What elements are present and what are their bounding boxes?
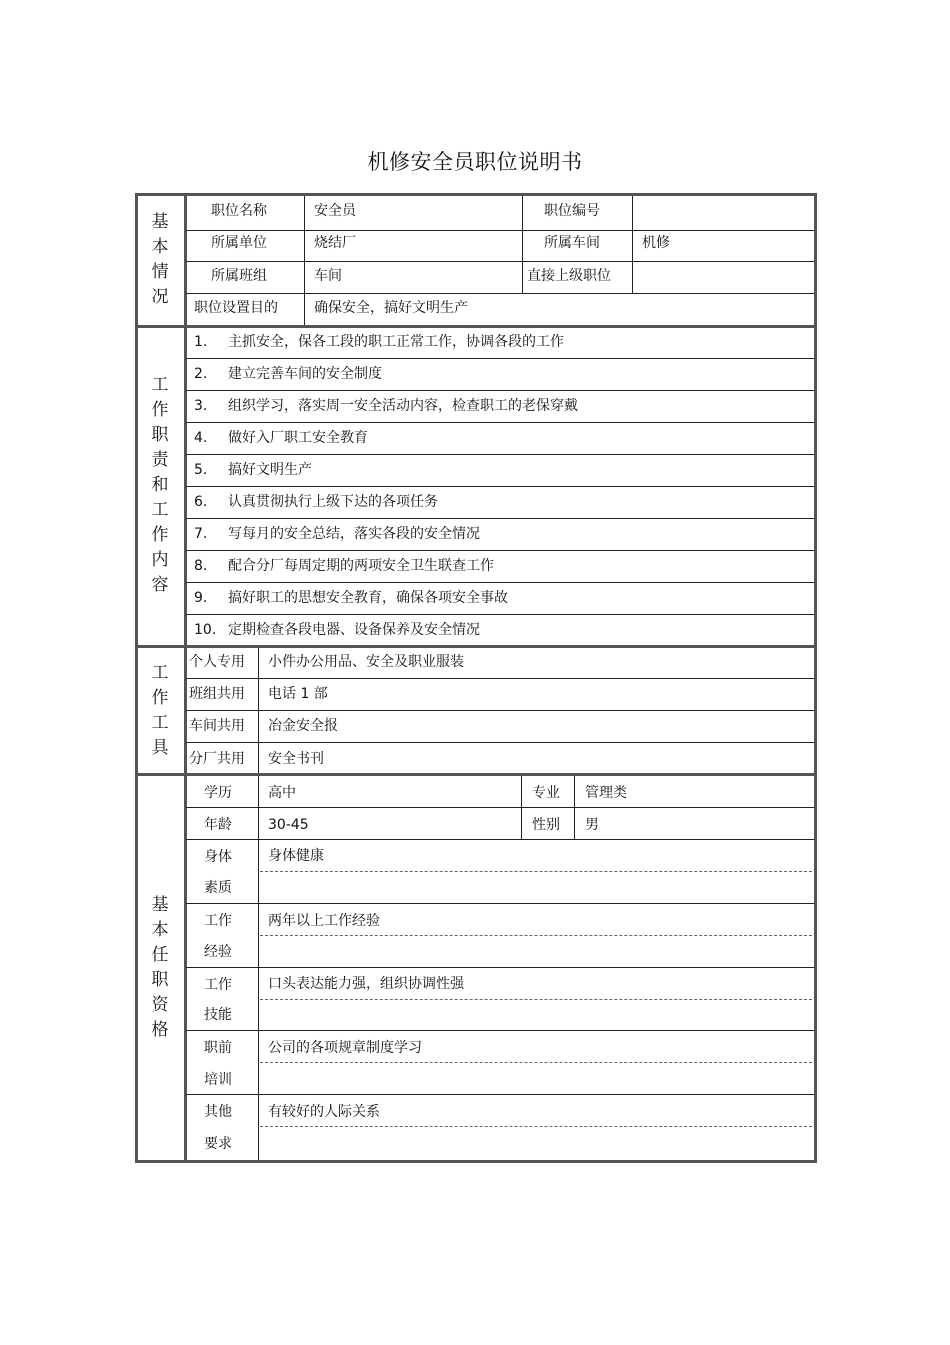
duty-number: 7. bbox=[194, 526, 208, 542]
tool-value: 冶金安全报 bbox=[268, 718, 338, 734]
duty-number: 4. bbox=[194, 430, 208, 446]
row-line bbox=[186, 518, 814, 519]
major-value: 管理类 bbox=[585, 785, 627, 801]
qualification-label-line1: 工作 bbox=[204, 977, 232, 993]
duty-item bbox=[194, 462, 312, 478]
qualification-label-line1: 其他 bbox=[204, 1104, 232, 1120]
duty-text: 搞好文明生产 bbox=[228, 462, 312, 478]
row-line bbox=[186, 293, 814, 294]
purpose-value: 确保安全，搞好文明生产 bbox=[314, 300, 468, 316]
row-line bbox=[186, 614, 814, 615]
dashed-line bbox=[260, 999, 812, 1000]
position-code-label: 职位编号 bbox=[544, 203, 600, 219]
age-label: 年龄 bbox=[204, 817, 232, 833]
duty-item bbox=[194, 366, 382, 382]
duty-item bbox=[194, 398, 578, 414]
row-line bbox=[186, 710, 814, 711]
row-line bbox=[186, 390, 814, 391]
duty-text: 主抓安全，保各工段的职工正常工作，协调各段的工作 bbox=[228, 334, 564, 350]
workshop-label: 所属车间 bbox=[544, 235, 600, 251]
section-label-duties: 工作职责和工作内容 bbox=[151, 375, 169, 595]
section-label-basic: 基本情况 bbox=[151, 212, 169, 307]
tool-label: 个人专用 bbox=[189, 654, 245, 670]
duty-item bbox=[194, 558, 494, 574]
col-line bbox=[304, 196, 305, 325]
team-value: 车间 bbox=[314, 268, 342, 284]
qualification-label-line1: 身体 bbox=[204, 849, 232, 865]
qualification-value: 有较好的人际关系 bbox=[268, 1104, 380, 1120]
qualification-label-line1: 职前 bbox=[204, 1040, 232, 1056]
duty-text: 定期检查各段电器、设备保养及安全情况 bbox=[228, 622, 480, 638]
row-line bbox=[186, 261, 814, 262]
tool-label: 班组共用 bbox=[189, 686, 245, 702]
col-line bbox=[632, 196, 633, 293]
row-line bbox=[186, 1030, 814, 1031]
row-line bbox=[186, 422, 814, 423]
qualification-value: 口头表达能力强，组织协调性强 bbox=[268, 976, 464, 992]
major-label: 专业 bbox=[532, 785, 560, 801]
qualification-label-line1: 工作 bbox=[204, 913, 232, 929]
unit-value: 烧结厂 bbox=[314, 235, 356, 251]
duty-number: 9. bbox=[194, 590, 208, 606]
duty-number: 8. bbox=[194, 558, 208, 574]
duty-item bbox=[194, 526, 480, 542]
row-line bbox=[186, 582, 814, 583]
section-divider bbox=[135, 773, 817, 776]
age-value: 30-45 bbox=[268, 817, 309, 833]
duty-text: 建立完善车间的安全制度 bbox=[228, 366, 382, 382]
duty-text: 认真贯彻执行上级下达的各项任务 bbox=[228, 494, 438, 510]
position-name-value: 安全员 bbox=[314, 203, 356, 219]
col-line bbox=[258, 776, 259, 1160]
qualification-label-line2: 素质 bbox=[204, 880, 232, 896]
row-line bbox=[186, 550, 814, 551]
row-line bbox=[186, 230, 814, 231]
qualification-value: 身体健康 bbox=[268, 848, 324, 864]
unit-label: 所属单位 bbox=[211, 235, 267, 251]
gender-value: 男 bbox=[585, 817, 599, 833]
row-line bbox=[186, 903, 814, 904]
duty-number: 6. bbox=[194, 494, 208, 510]
duty-item bbox=[194, 334, 564, 350]
qualification-label-line2: 培训 bbox=[204, 1072, 232, 1088]
duty-number: 5. bbox=[194, 462, 208, 478]
row-line bbox=[186, 358, 814, 359]
row-line bbox=[186, 454, 814, 455]
duty-text: 搞好职工的思想安全教育，确保各项安全事故 bbox=[228, 590, 508, 606]
row-line bbox=[186, 839, 814, 840]
duty-text: 组织学习，落实周一安全活动内容，检查职工的老保穿戴 bbox=[228, 398, 578, 414]
tool-value: 电话 1 部 bbox=[268, 686, 328, 702]
row-line bbox=[186, 967, 814, 968]
dashed-line bbox=[260, 871, 812, 872]
duty-item bbox=[194, 622, 480, 638]
section-divider bbox=[135, 325, 817, 328]
row-line bbox=[186, 1094, 814, 1095]
section-divider bbox=[135, 645, 817, 648]
qualification-label-line2: 技能 bbox=[204, 1007, 232, 1023]
tool-value: 小件办公用品、安全及职业服装 bbox=[268, 654, 464, 670]
duty-number: 10. bbox=[194, 622, 217, 638]
duty-item bbox=[194, 430, 368, 446]
education-label: 学历 bbox=[204, 785, 232, 801]
education-value: 高中 bbox=[268, 785, 296, 801]
gender-label: 性别 bbox=[532, 817, 560, 833]
superior-label: 直接上级职位 bbox=[527, 268, 611, 284]
duty-item bbox=[194, 494, 438, 510]
dashed-line bbox=[260, 1062, 812, 1063]
qualification-label-line2: 经验 bbox=[204, 944, 232, 960]
duty-text: 配合分厂每周定期的两项安全卫生联查工作 bbox=[228, 558, 494, 574]
row-line bbox=[186, 742, 814, 743]
col-line bbox=[522, 196, 523, 293]
tool-label: 车间共用 bbox=[189, 718, 245, 734]
section-label-qualifications: 基本任职资格 bbox=[151, 895, 169, 1040]
duty-item bbox=[194, 590, 508, 606]
duty-text: 写每月的安全总结，落实各段的安全情况 bbox=[228, 526, 480, 542]
row-line bbox=[186, 678, 814, 679]
row-line bbox=[186, 486, 814, 487]
duty-number: 2. bbox=[194, 366, 208, 382]
duty-number: 1. bbox=[194, 334, 208, 350]
dashed-line bbox=[260, 1126, 812, 1127]
team-label: 所属班组 bbox=[211, 268, 267, 284]
workshop-value: 机修 bbox=[642, 235, 670, 251]
position-name-label: 职位名称 bbox=[211, 203, 267, 219]
qualification-label-line2: 要求 bbox=[204, 1136, 232, 1152]
dashed-line bbox=[260, 935, 812, 936]
section-label-tools: 工作工具 bbox=[151, 663, 169, 758]
tool-label: 分厂共用 bbox=[189, 751, 245, 767]
row-line bbox=[186, 807, 814, 808]
document-title: 机修安全员职位说明书 bbox=[367, 150, 583, 174]
qualification-value: 公司的各项规章制度学习 bbox=[268, 1040, 422, 1056]
tool-value: 安全书刊 bbox=[268, 751, 324, 767]
col-line bbox=[258, 648, 259, 773]
duty-number: 3. bbox=[194, 398, 208, 414]
qualification-value: 两年以上工作经验 bbox=[268, 913, 380, 929]
duty-text: 做好入厂职工安全教育 bbox=[228, 430, 368, 446]
purpose-label: 职位设置目的 bbox=[194, 300, 278, 316]
